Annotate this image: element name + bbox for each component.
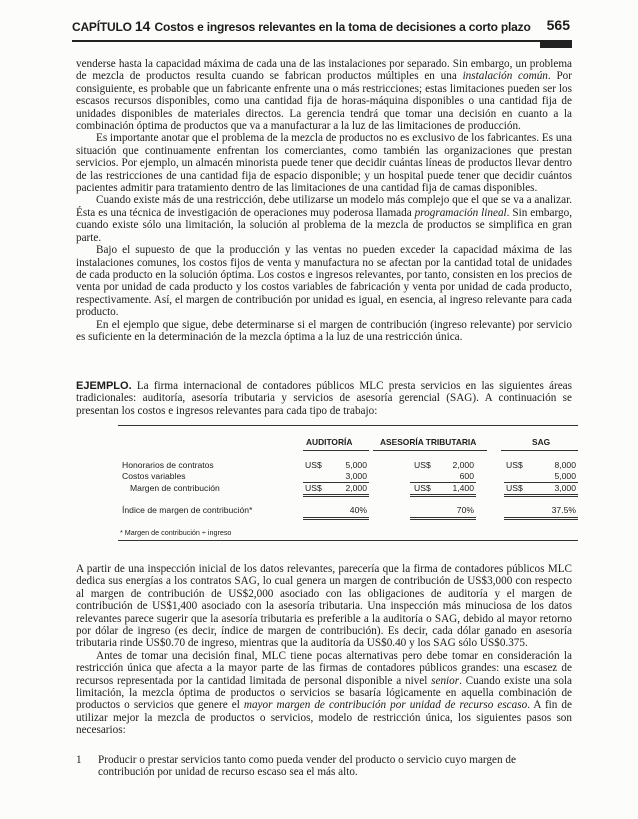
paragraph: A partir de una inspección inicial de los datos relevantes, parecería que la firma de contadores públicos MLC dedica sus energías a los contratos SAG, lo cual genera un margen de contribución de US$3,000 con respecto al margen de contribución de US$2,000 asociado con las obligaciones de auditoría y el margen de contribución de US$1,400 asociado con la asesoría tributaria. Una inspección más minuciosa de los datos relevantes parece sugerir que la asesoría tributaria es preferible a la auditoría o SAG, debido al mayor retorno por dólar de ingreso (es decir, índice de margen de contribución). Es decir, cada dólar ganado en asesoría tributaria rinde US$0.70 de ingreso, mientras que la auditoría da US$0.40 y los SAG sólo US$0.375. (76, 563, 572, 650)
example-label: EJEMPLO. (76, 380, 132, 392)
numbered-step (76, 754, 572, 779)
cell-value: 1,400 (452, 483, 474, 493)
currency-sign: US$ (506, 460, 523, 470)
cell-value: 2,000 (452, 460, 474, 470)
total-rule (303, 494, 369, 495)
index-value: 37.5% (551, 505, 576, 515)
chapter-label: CAPÍTULO 14 (72, 18, 151, 34)
currency-sign: US$ (414, 460, 431, 470)
currency-sign: US$ (506, 483, 523, 493)
paragraph: venderse hasta la capacidad máxima de cada una de las instalaciones por separado. Sin embargo, un problema de mezcla de productos resulta cuando se fabrican productos múltiples en una instalación común. Por consiguiente, es probable que un fabricante enfrente una o más restricciones; estas limitaciones pueden ser los escasos recursos disponibles, como una cantidad fija de horas-máquina disponibles o una cantidad fija de unidades disponibles de materiales directos. La gerencia tendrá que tomar una decisión en cuanto a la combinación óptima de productos que va a manufacturar a la luz de las limitaciones de producción. (76, 58, 572, 133)
row-label: Margen de contribución (130, 483, 220, 493)
page-number: 565 (546, 17, 570, 33)
paragraph: Cuando existe más de una restricción, debe utilizarse un modelo más complejo que el que se va a analizar. Ésta es una técnica de investigación de operaciones muy poderosa llamada programación lineal. Sin embargo, cuando existe sólo una limitación, la solución al problema de la mezcla de productos se simplifica en gran parte. (76, 194, 572, 244)
paragraph: Es importante anotar que el problema de la mezcla de productos no es exclusivo de los fabricantes. Es una situación que continuamente enfrentan los comerciantes, como también las organizaciones que prestan servicios. Por ejemplo, un almacén minorista puede tener que decidir cuántas líneas de productos llevar dentro de las restricciones de una cantidad fija de espacio disponible; y un hospital puede tener que decidir cuántos pacientes admitir para tratamiento dentro de las limitaciones de una cantidad fija de camas disponibles. (76, 132, 572, 195)
paragraph: Antes de tomar una decisión final, MLC tiene pocas alternativas pero debe tomar en consideración la restricción única que afecta a la mayor parte de las firmas de contadores públicos grandes: una escasez de recursos representada por la cantidad limitada de personal disponible a nivel senior. Cuando existe una sola limitación, la mezcla óptima de productos o servicios se basaría lógicamente en aquella combinación de productos o servicios que genere el mayor margen de contribución por unidad de recurso escaso. A fin de utilizar mejor la mezcla de productos o servicios, modelo de restricción única, los siguientes pasos son necesarios: (76, 649, 573, 737)
currency-sign: US$ (414, 483, 431, 493)
index-rule (303, 519, 369, 520)
row-label: Honorarios de contratos (122, 460, 214, 470)
index-rule (303, 517, 369, 518)
header-rule (72, 40, 572, 42)
total-rule (504, 496, 578, 497)
total-rule (410, 494, 476, 495)
column-header-auditoria: AUDITORÍA (306, 437, 353, 447)
running-header (72, 18, 572, 38)
total-rule (410, 496, 476, 497)
cell-value: 5,000 (554, 471, 576, 481)
index-rule (410, 519, 476, 520)
cell-value: 3,000 (554, 483, 576, 493)
paragraph: En el ejemplo que sigue, debe determinarse si el margen de contribución (ingreso relevante) por servicio es suficiente en la determinación de la mezcla óptima a la luz de una restricción única. (76, 318, 572, 343)
row-label: Costos variables (122, 471, 186, 481)
index-row-label: Índice de margen de contribución* (122, 505, 253, 515)
example-text: La firma internacional de contadores públicos MLC presta servicios en las siguientes áreas tradicionales: auditoría, asesoría tributaria y servicios de asesoría gerencial (SAG). A continuación se presentan los costos e ingresos relevantes para cada tipo de trabajo: (76, 380, 572, 417)
cell-value: 3,000 (345, 471, 367, 481)
body-text-continued (76, 563, 572, 737)
paragraph: Bajo el supuesto de que la producción y las ventas no pueden exceder la capacidad máxima de las instalaciones comunes, los costos fijos de venta y manufactura no se afectan por la cantidad total de unidades de cada producto en la solución óptima. Los costos e ingresos relevantes, por tanto, consisten en los precios de venta por unidad de cada producto y los costos variables de fabricación y venta por unidad de cada producto, respectivamente. Así, el margen de contribución por unidad es igual, en esencia, al ingreso relevante para cada producto. (76, 244, 572, 319)
example-block (76, 380, 572, 417)
step-number: 1 (76, 754, 82, 766)
body-text (76, 58, 572, 343)
index-value: 70% (456, 505, 474, 515)
table-footnote: * Margen de contribución ÷ ingreso (120, 528, 232, 537)
index-rule (410, 517, 476, 518)
table-bottom-rule (118, 540, 578, 541)
index-rule (504, 517, 578, 518)
index-rule (504, 519, 578, 520)
header-underline (501, 450, 578, 451)
total-rule (303, 496, 369, 497)
header-underline (303, 450, 369, 451)
header-underline (373, 450, 487, 451)
header-tab-mark (540, 42, 572, 48)
cell-value: 5,000 (345, 460, 367, 470)
cell-value: 2,000 (345, 483, 367, 493)
cost-table (118, 425, 578, 541)
currency-sign: US$ (305, 483, 322, 493)
step-text: Producir o prestar servicios tanto como pueda vender del producto o servicio cuyo margen de contribución por unidad de recurso escaso sea el más alto. (98, 754, 516, 779)
column-header-sag: SAG (532, 437, 551, 447)
column-header-asesoria: ASESORÍA TRIBUTARIA (380, 437, 477, 447)
cell-value: 600 (459, 471, 474, 481)
currency-sign: US$ (305, 460, 322, 470)
chapter-title: Costos e ingresos relevantes en la toma de decisiones a corto plazo (154, 20, 531, 34)
index-value: 40% (349, 505, 367, 515)
cell-value: 8,000 (554, 460, 576, 470)
total-rule (504, 494, 578, 495)
